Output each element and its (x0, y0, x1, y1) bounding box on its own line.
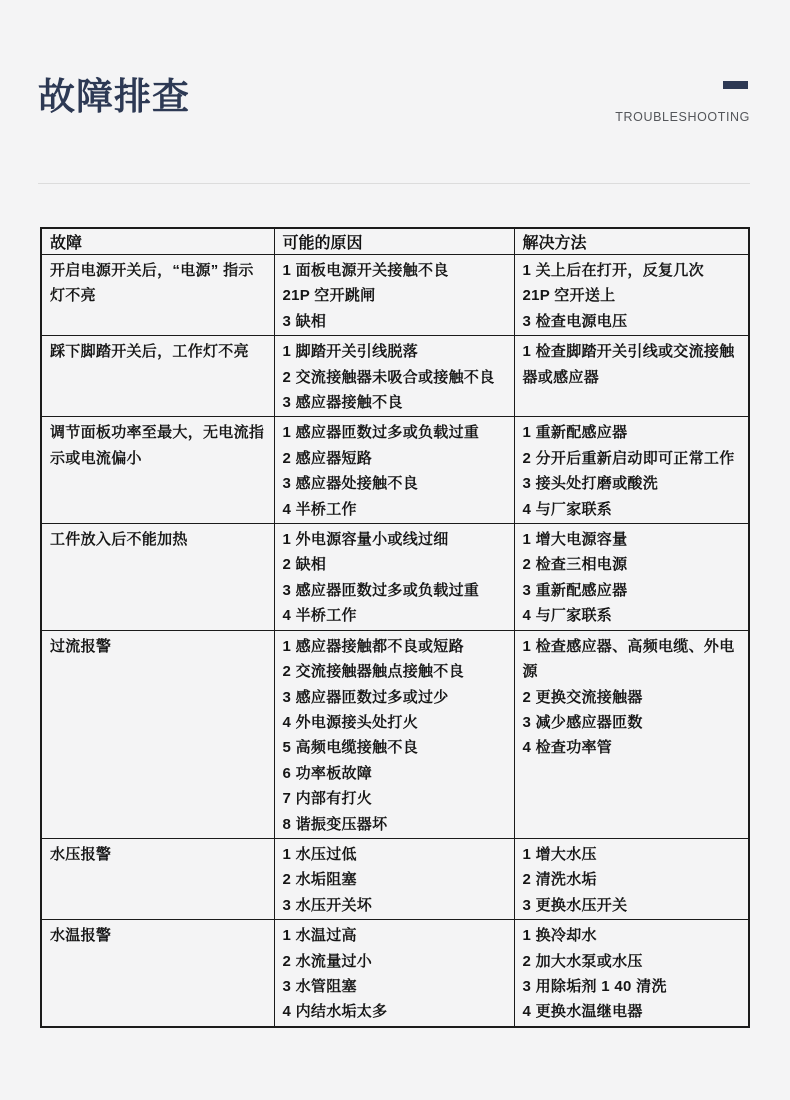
causes-cell (274, 336, 514, 417)
cell-line: 1 检查脚踏开关引线或交流接触器或感应器 (522, 343, 735, 386)
cell-line: 1 重新配感应器 (522, 424, 628, 442)
cell-line: 2 缺相 (282, 556, 327, 574)
accent-bar (723, 81, 748, 89)
cell-line: 3 缺相 (282, 312, 327, 330)
cell-line: 2 水流量过小 (282, 952, 373, 970)
cell-line: 1 感应器匝数过多或负载过重 (282, 424, 480, 442)
cell-line: 水温报警 (50, 927, 112, 945)
table-body (41, 255, 749, 1027)
causes-cell (274, 255, 514, 336)
cell-line: 7 内部有打火 (282, 790, 373, 808)
header-divider (38, 183, 750, 184)
solutions-cell (514, 417, 749, 524)
cell-line: 4 内结水垢太多 (282, 1003, 388, 1021)
table-row (41, 630, 749, 838)
table-row (41, 255, 749, 336)
fault-cell (41, 630, 274, 838)
cell-line: 踩下脚踏开关后，工作灯不亮 (50, 343, 249, 361)
cell-line: 3 感应器匝数过多或过少 (282, 688, 449, 706)
cell-line: 4 半桥工作 (282, 500, 357, 518)
cell-line: 3 水管阻塞 (282, 977, 357, 995)
cell-line: 水压报警 (50, 845, 112, 863)
cell-line: 5 高频电缆接触不良 (282, 739, 419, 757)
cell-line: 3 减少感应器匝数 (522, 713, 643, 731)
solutions-cell (514, 838, 749, 919)
cell-line: 调节面板功率至最大，无电流指示或电流偏小 (50, 424, 265, 467)
cell-line: 3 检查电源电压 (522, 312, 628, 330)
cell-line: 21P 空开跳闸 (282, 287, 376, 305)
fault-cell (41, 336, 274, 417)
cell-line: 2 交流接触器触点接触不良 (282, 663, 464, 681)
cell-line: 8 谐振变压器坏 (282, 815, 388, 833)
cell-line: 21P 空开送上 (522, 287, 616, 305)
table-row (41, 417, 749, 524)
causes-cell (274, 920, 514, 1027)
cell-line: 1 增大水压 (522, 845, 597, 863)
cell-line: 过流报警 (50, 637, 112, 655)
cell-line: 3 感应器匝数过多或负载过重 (282, 581, 480, 599)
cell-line: 1 感应器接触都不良或短路 (282, 637, 464, 655)
fault-cell (41, 920, 274, 1027)
table-row (41, 336, 749, 417)
cell-line: 2 感应器短路 (282, 449, 373, 467)
cell-line: 4 外电源接头处打火 (282, 713, 419, 731)
table-head (41, 228, 749, 255)
cell-line: 1 水温过高 (282, 927, 357, 945)
causes-cell (274, 417, 514, 524)
solutions-cell (514, 630, 749, 838)
fault-cell (41, 417, 274, 524)
causes-cell (274, 630, 514, 838)
troubleshooting-table (40, 227, 750, 1028)
page-title: 故障排查 (38, 76, 190, 117)
cell-line: 开启电源开关后，“电源” 指示灯不亮 (50, 262, 254, 305)
cell-line: 2 分开后重新启动即可正常工作 (522, 449, 735, 467)
causes-cell (274, 838, 514, 919)
cell-line: 1 换冷却水 (522, 927, 597, 945)
cell-line: 2 更换交流接触器 (522, 688, 643, 706)
column-header: 解决方法 (514, 228, 749, 255)
fault-cell (41, 524, 274, 631)
cell-line: 6 功率板故障 (282, 764, 373, 782)
cell-line: 1 关上后在打开，反复几次 (522, 262, 704, 279)
cell-line: 2 检查三相电源 (522, 556, 628, 574)
solutions-cell (514, 524, 749, 631)
cell-line: 1 脚踏开关引线脱落 (282, 343, 419, 361)
page-subtitle: TROUBLESHOOTING (615, 110, 750, 124)
cell-line: 3 用除垢剂 1 40 清洗 (522, 977, 667, 995)
cell-line: 3 感应器处接触不良 (282, 475, 419, 493)
solutions-cell (514, 336, 749, 417)
cell-line: 3 重新配感应器 (522, 581, 628, 599)
column-header: 故障 (41, 228, 274, 255)
cell-line: 1 外电源容量小或线过细 (282, 531, 449, 549)
table-header-row (41, 228, 749, 255)
cell-line: 4 检查功率管 (522, 739, 613, 757)
cell-line: 3 感应器接触不良 (282, 394, 403, 412)
table-row (41, 524, 749, 631)
solutions-cell (514, 920, 749, 1027)
cell-line: 3 水压开关坏 (282, 896, 373, 914)
cell-line: 1 检查感应器、高频电缆、外电源 (522, 637, 735, 681)
solutions-cell (514, 255, 749, 336)
fault-cell (41, 838, 274, 919)
cell-line: 4 半桥工作 (282, 607, 357, 625)
cell-line: 1 水压过低 (282, 845, 357, 863)
cell-line: 2 加大水泵或水压 (522, 952, 643, 970)
fault-cell (41, 255, 274, 336)
cell-line: 3 更换水压开关 (522, 896, 628, 914)
cell-line: 1 增大电源容量 (522, 531, 628, 549)
cell-line: 3 接头处打磨或酸洗 (522, 475, 659, 493)
table-row (41, 838, 749, 919)
cell-line: 4 与厂家联系 (522, 607, 613, 625)
cell-line: 工件放入后不能加热 (50, 531, 188, 549)
cell-line: 2 清洗水垢 (522, 871, 597, 889)
cell-line: 4 与厂家联系 (522, 500, 613, 518)
cell-line: 4 更换水温继电器 (522, 1003, 643, 1021)
column-header: 可能的原因 (274, 228, 514, 255)
causes-cell (274, 524, 514, 631)
table-row (41, 920, 749, 1027)
cell-line: 1 面板电源开关接触不良 (282, 262, 449, 279)
cell-line: 2 水垢阻塞 (282, 871, 357, 889)
cell-line: 2 交流接触器未吸合或接触不良 (282, 368, 495, 386)
